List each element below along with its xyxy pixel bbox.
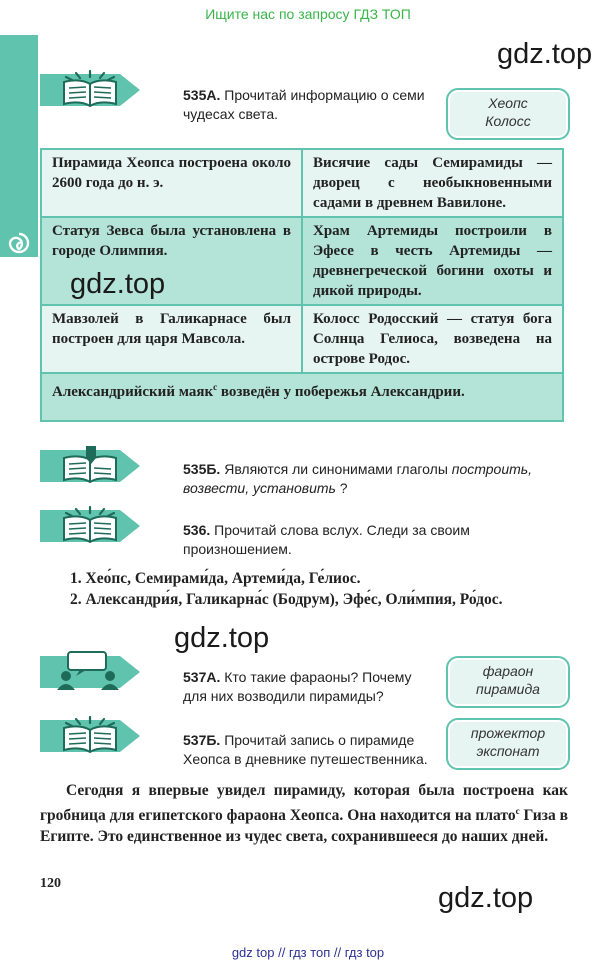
table-cell: Колосс Родосский — статуя бога Солнца Гелиоса, возведена на острове Родос. (302, 305, 563, 373)
read-book-icon (40, 714, 158, 758)
table-cell: Статуя Зевса была установлена в городе Олимпия. (41, 217, 302, 305)
discussion-icon (40, 650, 158, 694)
task-536: 536. Прочитай слова вслух. Следи за своим произношением. (183, 522, 470, 557)
watermark: gdz.top (174, 622, 270, 654)
task-535b: 535Б. Являются ли синонимами глаголы построить, возвести, установить ? (183, 461, 533, 496)
list-item: 1. Хео́пс, Семирами́да, Артеми́да, Ге́лиос. (70, 570, 361, 587)
watermark: gdz.top (70, 268, 166, 300)
top-banner[interactable]: Ищите нас по запросу ГДЗ ТОП (205, 6, 411, 22)
list-536 (40, 568, 568, 610)
table-cell: Пирамида Хеопса построена около 2600 года до н. э. (41, 149, 302, 217)
side-stripe (0, 35, 38, 257)
read-book-icon (40, 504, 158, 548)
vocab-box-535a: Хеопс Колосс (446, 88, 570, 140)
footer-links[interactable]: gdz top // гдз топ // гдз top (231, 945, 385, 960)
table-cell: Александрийский маяк$^с$ возведён у побережья Александрии. (41, 373, 563, 421)
vocab-box-537b: прожектор экспонат (446, 718, 570, 770)
table-cell: Храм Артемиды построили в Эфесе в честь Артемиды — древнегреческой богини охоты и дикой природы. (302, 217, 563, 305)
swirl-icon (4, 228, 34, 258)
list-item: 2. Александри́я, Галикарна́с (Бодрум), Эфе́с, Оли́мпия, Ро́дос. (70, 591, 503, 608)
watermark: gdz.top (497, 38, 593, 70)
watermark: gdz.top (438, 882, 534, 914)
task-535a: 535А. Прочитай информацию о семи чудесах света. (183, 87, 425, 122)
page-number: 120 (40, 876, 61, 891)
diary-text: Сегодня я впервые увидел пирамиду, которая была построена как гробница для египетского фараона Хеопса. Она находится на плато$^с$ Гиза в Египте. Это единственное из чудес света, сохранившееся до наших дней. (40, 782, 568, 846)
task-537b: 537Б. Прочитай запись о пирамиде Хеопса в дневнике путешественника. (183, 732, 428, 767)
table-cell: Висячие сады Семирамиды — дворец с необыкновенными садами в древнем Вавилоне. (302, 149, 563, 217)
table-cell: Мавзолей в Галикарнасе был построен для царя Мавсола. (41, 305, 302, 373)
read-book-icon (40, 68, 158, 112)
vocab-box-537a: фараон пирамида (446, 656, 570, 708)
task-537a: 537А. Кто такие фараоны? Почему для них возводили пирамиды? (183, 669, 412, 704)
write-book-icon (40, 444, 158, 488)
